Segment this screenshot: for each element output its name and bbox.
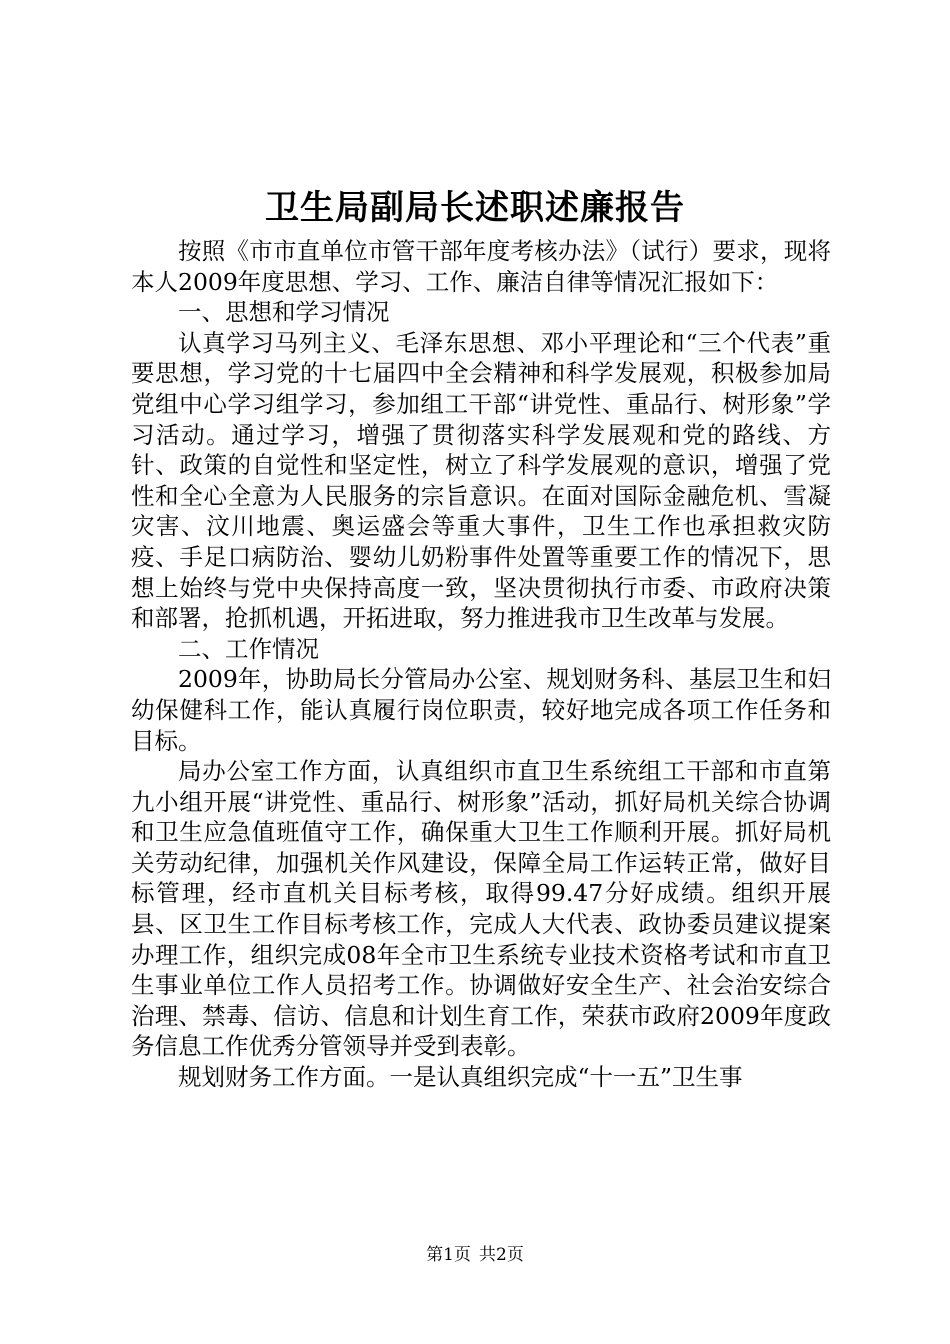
paragraph-thought-study: 认真学习马列主义、毛泽东思想、邓小平理论和“三个代表”重要思想，学习党的十七届四中全会精神和科学发展观，积极参加局党组中心学习组学习，参加组工干部“讲党性、重品行、树形象”学习活动。通过学习，增强了贯彻落实科学发展观和党的路线、方针、政策的自觉性和坚定性，树立了科学发展观的意识，增强了党性和全心全意为人民服务的宗旨意识。在面对国际金融危机、雪凝灾害、汶川地震、奥运盛会等重大事件，卫生工作也承担救灾防疫、手足口病防治、婴幼儿奶粉事件处置等重要工作的情况下，思想上始终与党中央保持高度一致，坚决贯彻执行市委、市政府决策和部署，抢抓机遇，开拓进取，努力推进我市卫生改革与发展。 (131, 328, 831, 633)
page-number-current: 第1页 (426, 1245, 471, 1265)
page-footer (0, 1244, 950, 1266)
page-number-total: 共2页 (479, 1245, 524, 1265)
paragraph-planning-finance: 规划财务工作方面。一是认真组织完成“十一五”卫生事 (178, 1063, 743, 1092)
paragraph-intro: 按照《市市直单位市管干部年度考核办法》（试行）要求，现将本人2009年度思想、学习、工作、廉洁自律等情况汇报如下： (131, 237, 831, 296)
paragraph-work-overview: 2009年，协助局长分管局办公室、规划财务科、基层卫生和妇幼保健科工作，能认真履行岗位职责，较好地完成各项工作任务和目标。 (131, 665, 831, 755)
section-heading-work: 二、工作情况 (178, 634, 319, 663)
paragraph-office-work: 局办公室工作方面，认真组织市直卫生系统组工干部和市直第九小组开展“讲党性、重品行、树形象”活动，抓好局机关综合协调和卫生应急值班值守工作，确保重大卫生工作顺利开展。抓好局机关劳动纪律，加强机关作风建设，保障全局工作运转正常，做好目标管理，经市直机关目标考核，取得99.47分好成绩。组织开展县、区卫生工作目标考核工作，完成人大代表、政协委员建议提案办理工作，组织完成08年全市卫生系统专业技术资格考试和市直卫生事业单位工作人员招考工作。协调做好安全生产、社会治安综合治理、禁毒、信访、信息和计划生育工作，荣获市政府2009年度政务信息工作优秀分管领导并受到表彰。 (131, 757, 831, 1061)
document-body (131, 236, 831, 1093)
document-title: 卫生局副局长述职述廉报告 (265, 188, 685, 228)
section-heading-thought-study: 一、思想和学习情况 (178, 298, 390, 327)
